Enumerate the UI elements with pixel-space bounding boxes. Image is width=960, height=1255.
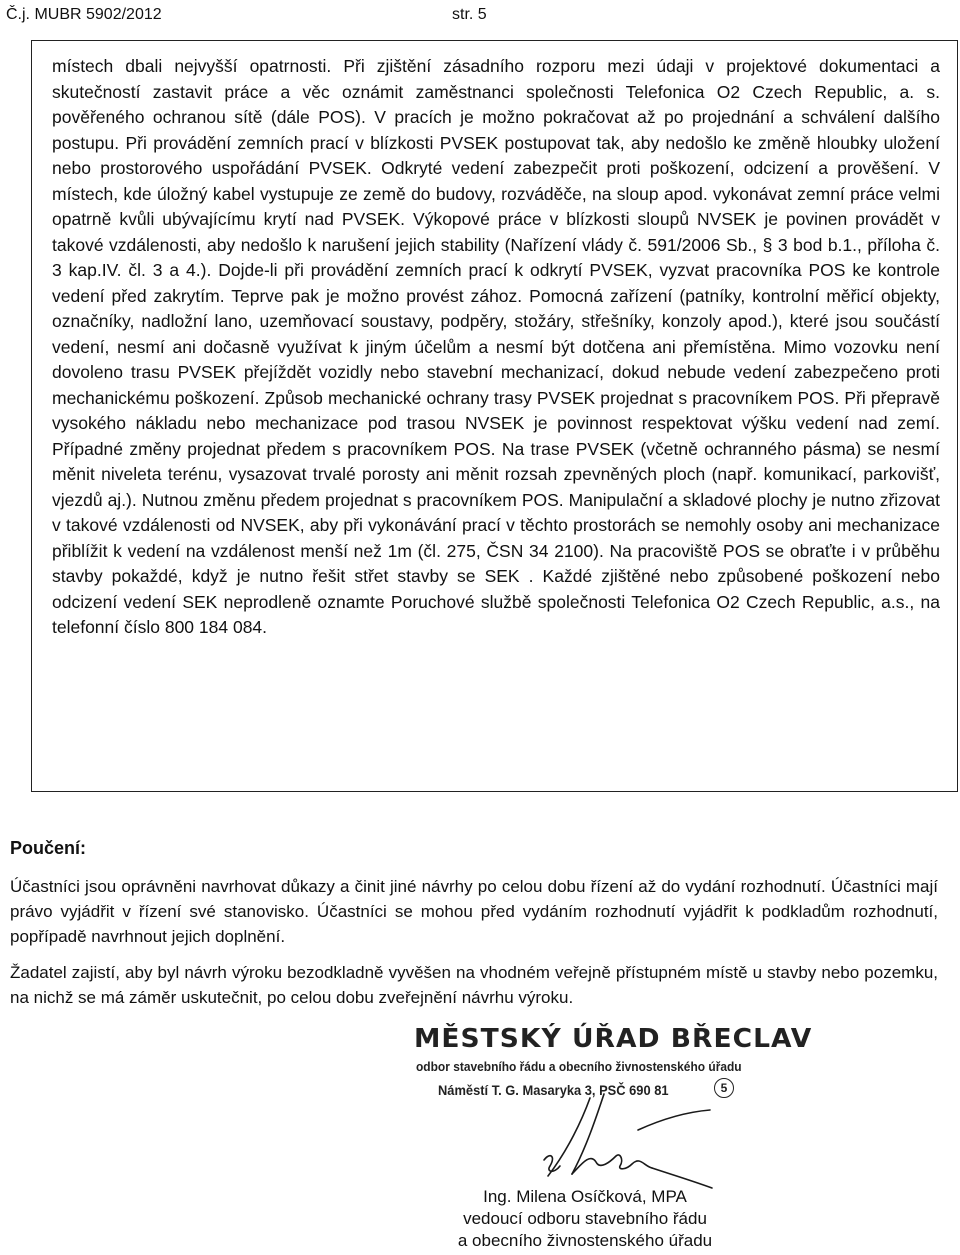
instructions-heading: Poučení: bbox=[10, 838, 87, 858]
signer-name: Ing. Milena Osíčková, MPA bbox=[483, 1187, 687, 1206]
applicant-paragraph: Žadatel zajistí, aby byl návrh výroku bezodkladně vyvěšen na vhodném veřejně přístupném místě u stavby nebo pozemku, na nichž se má záměr uskutečnit, po celou dobu zveřejnění návrhu výroku. bbox=[10, 963, 938, 1007]
page-number: str. 5 bbox=[452, 6, 487, 23]
stamp-number-icon: 5 bbox=[714, 1078, 734, 1098]
stamp-department: odbor stavebního řádu a obecního živnostenského úřadu bbox=[416, 1059, 742, 1074]
stamp-address: Náměstí T. G. Masaryka 3, PSČ 690 81 bbox=[438, 1082, 669, 1098]
handwritten-signature bbox=[520, 1090, 730, 1200]
stamp-office-name: MĚSTSKÝ ÚŘAD BŘECLAV bbox=[414, 1024, 813, 1054]
signer-block bbox=[410, 1186, 760, 1252]
conditions-text: místech dbali nejvyšší opatrnosti. Při zjištění zásadního rozporu mezi údaji v projektové dokumentaci a skutečností zastavit práce a věc oznámit zaměstnanci společnosti Telefonica O2 Czech Republic, a. s. pověřeného ochranou sítě (dále POS). V pracích je možno pokračovat až po projednání a schválení dalšího postupu. Při provádění zemních prací v blízkosti PVSEK postupovat tak, aby nedošlo ke změně hloubky uložení nebo prostorového uspořádání PVSEK. Odkryté vedení zabezpečit proti poškození, odcizení a prověšení. V místech, kde úložný kabel vystupuje ze země do budovy, rozváděče, na sloup apod. vykonávat zemní práce velmi opatrně kvůli ubývajícímu krytí nad PVSEK. Výkopové práce v blízkosti sloupů NVSEK je povinen provádět v takové vzdálenosti, aby nedošlo k narušení jejich stability (Nařízení vlády č. 591/2006 Sb., § 3 bod b.1., příloha č. 3 kap.IV. čl. 3 a 4.). Dojde-li při provádění zemních prací k odkrytí PVSEK, vyzvat pracovníka POS ke kontrole vedení před zakrytím. Teprve pak je možno provést zához. Pomocná zařízení (patníky, kontrolní měřicí objekty, označníky, nadložní lano, uzemňovací soustavy, podpěry, stožáry, střešníky, konzoly apod.), které jsou součástí vedení, nesmí ani dočasně využívat k jiným účelům a nesmí být dotčena ani přemístěna. Mimo vozovku není dovoleno trasu PVSEK přejíždět vozidly nebo stavební mechanizací, dokud nebude vedení zabezpečeno proti mechanickému poškození. Způsob mechanické ochrany trasy PVSEK projednat s pracovníkem POS. Při přepravě vysokého nákladu nebo mechanizace pod trasou NVSEK je povinnost respektovat výšku vedení nad zemí. Případné změny projednat předem s pracovníkem POS. Na trase PVSEK (včetně ochranného pásma) se nesmí měnit niveleta terénu, vysazovat trvalé porosty ani měnit rozsah zpevněných ploch (např. komunikací, parkovišť, vjezdů aj.). Nutnou změnu předem projednat s pracovníkem POS. Manipulační a skladové plochy je nutno zřizovat v takové vzdálenosti od NVSEK, aby při vykonávání prací v těchto prostorách se nemohly osoby ani mechanizace přiblížit k vedení na vzdálenost menší než 1m (čl. 275, ČSN 34 2100). Na pracoviště POS se obraťte i v průběhu stavby pokaždé, když je nutno řešit střet stavby se SEK . Každé zjištěné nebo způsobené poškození nebo odcizení vedení SEK neprodleně oznamte Poruchové službě společnosti Telefonica O2 Czech Republic, a.s., na telefonní číslo 800 184 084. bbox=[52, 56, 940, 637]
signer-role-line2: a obecního živnostenského úřadu bbox=[457, 1231, 713, 1250]
signer-role-line1: vedoucí odboru stavebního řádu bbox=[463, 1209, 707, 1228]
instructions-paragraph: Účastníci jsou oprávněni navrhovat důkazy a činit jiné návrhy po celou dobu řízení až do vydání rozhodnutí. Účastníci mají právo vyjádřit v řízení své stanovisko. Účastníci se mohou před vydáním rozhodnutí vyjádřit k podkladům rozhodnutí, popřípadě navrhnout jejich doplnění. bbox=[10, 877, 938, 946]
page-header bbox=[6, 4, 606, 26]
reference-number: Č.j. MUBR 5902/2012 bbox=[6, 6, 162, 23]
